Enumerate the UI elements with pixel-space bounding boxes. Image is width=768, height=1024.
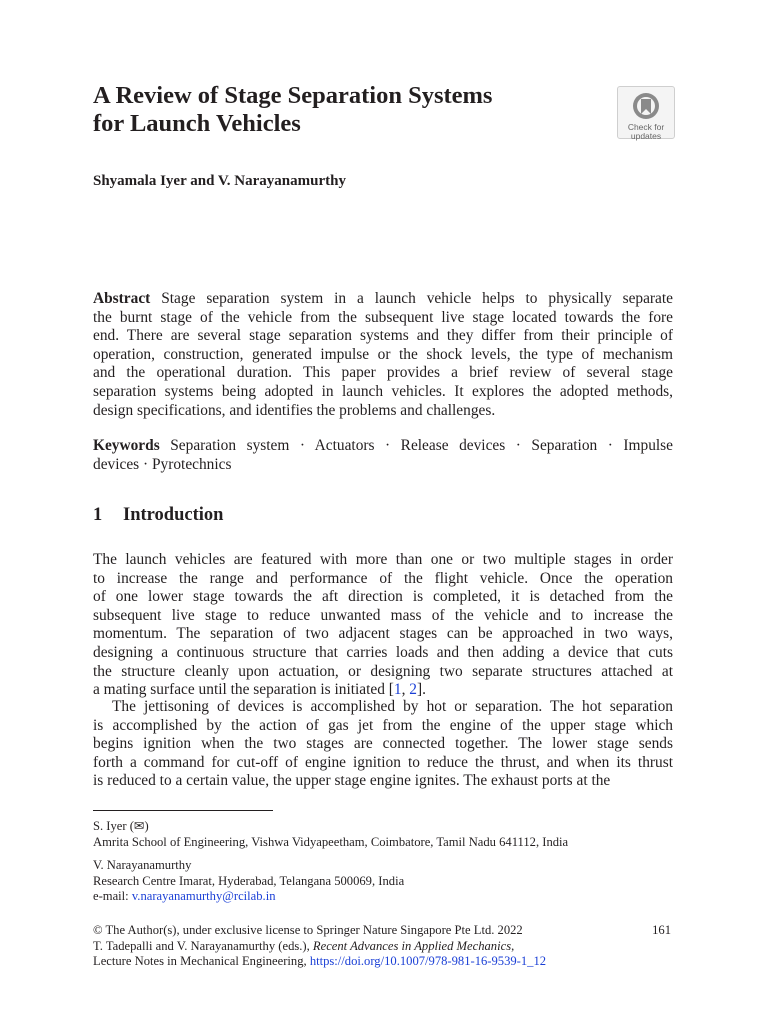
text: and the operational duration. This paper provides a brief review of several stage (93, 364, 673, 382)
text-line (93, 698, 673, 717)
check-for-updates-icon (631, 91, 661, 121)
text: to increase the range and performance of the flight vehicle. Once the operation (93, 569, 673, 587)
text-line (93, 607, 673, 626)
paper-title (93, 82, 492, 138)
intro-paragraph-2 (93, 698, 673, 791)
text-line (93, 437, 673, 456)
text-line (93, 889, 673, 905)
text-line (93, 570, 673, 589)
text: V. Narayanamurthy (93, 858, 192, 872)
text: , (401, 681, 410, 699)
abstract (93, 290, 673, 420)
text: is accomplished by the action of gas jet from the engine of the upper stage which (93, 716, 673, 734)
badge-text: Check for (627, 122, 665, 132)
text: subsequent live stage to reduce unwanted mass of the vehicle and to increase the (93, 606, 673, 624)
text-line (93, 327, 673, 346)
text: end. There are several stage separation systems and they differ from their principle of (93, 327, 673, 345)
link[interactable]: 2 (409, 681, 417, 699)
text: Recent Advances in Applied Mechanics (312, 938, 512, 953)
section-title: Introduction (123, 505, 224, 525)
keywords (93, 437, 673, 474)
section-number: 1 (93, 505, 103, 525)
text-line (93, 456, 673, 475)
text: T. Tadepalli and V. Narayanamurthy (eds.), (93, 938, 313, 953)
text: of one lower stage towards the aft direction is completed, it is detached from the (93, 588, 673, 606)
text-line (93, 383, 673, 402)
text-line (93, 772, 673, 791)
section-heading (93, 505, 223, 526)
text: momentum. The separation of two adjacent stages can be approached in two ways, (93, 625, 673, 643)
text-line (93, 346, 673, 365)
text: devices · Pyrotechnics (93, 455, 232, 473)
link[interactable]: 1 (393, 681, 402, 699)
text: begins ignition when the two stages are connected together. The lower stage sends (93, 735, 673, 753)
footnote-copyright (93, 923, 673, 970)
text: Lecture Notes in Mechanical Engineering, (93, 954, 310, 969)
text-line (93, 663, 673, 682)
page-number: 161 (652, 923, 671, 937)
text-line (93, 874, 673, 890)
link[interactable]: https://doi.org/10.1007/978-981-16-9539-1_12 (309, 954, 547, 969)
text-line (93, 735, 673, 754)
text-line (93, 551, 673, 570)
text: designing a continuous structure that carries loads and then adding a device that cuts (93, 643, 673, 661)
text: Amrita School of Engineering, Vishwa Vidyapeetham, Coimbatore, Tamil Nadu 641112, India (93, 834, 569, 849)
intro-paragraph-1 (93, 551, 673, 700)
text: Separation system · Actuators · Release devices · Separation · Impulse (159, 437, 673, 454)
text: the burnt stage of the vehicle from the subsequent live stage located towards the fore (93, 308, 673, 326)
title-line: A Review of Stage Separation Systems (93, 82, 493, 109)
text-line (93, 954, 673, 970)
text-line (93, 835, 673, 851)
text-line (93, 625, 673, 644)
label: Abstract (93, 290, 151, 307)
title-line: for Launch Vehicles (93, 110, 301, 137)
text: operation, construction, generated impulse or the shock levels, the type of mechanism (93, 345, 673, 363)
text-line (93, 717, 673, 736)
text-line (93, 290, 673, 309)
footnote-author-1 (93, 819, 673, 850)
text: forth a command for cut-off of engine ignition to reduce the thrust, and when its thrust (93, 753, 673, 771)
text: is reduced to a certain value, the upper stage engine ignites. The exhaust ports at the (93, 772, 611, 790)
text-line (93, 939, 673, 955)
check-for-updates-badge[interactable] (617, 86, 675, 139)
footnote-divider (93, 810, 273, 811)
text-line (93, 754, 673, 773)
link[interactable]: v.narayanamurthy@rcilab.in (131, 889, 276, 904)
author-list: Shyamala Iyer and V. Narayanamurthy (93, 173, 346, 189)
text: a mating surface until the separation is initiated [ (93, 681, 394, 699)
text-line (93, 644, 673, 663)
text-line (93, 858, 673, 874)
text: design specifications, and identifies the problems and challenges. (93, 401, 496, 419)
text: © The Author(s), under exclusive license to Springer Nature Singapore Pte Ltd. 2022 (93, 923, 523, 937)
text: e-mail: (93, 889, 132, 904)
text-line (93, 923, 673, 939)
text: The jettisoning of devices is accomplished by hot or separation. The hot separation (112, 698, 673, 715)
text: ]. (417, 681, 426, 699)
text-line (93, 588, 673, 607)
text: S. Iyer (✉) (93, 819, 149, 833)
text: Stage separation system in a launch vehicle helps to physically separate (150, 290, 673, 307)
footnote-author-2 (93, 858, 673, 905)
text: separation systems being adopted in launch vehicles. It explores the adopted methods, (93, 382, 673, 400)
text: The launch vehicles are featured with more than one or two multiple stages in order (93, 551, 673, 568)
text: the structure cleanly upon actuation, or designing two separate structures attached at (93, 662, 673, 680)
text-line (93, 681, 673, 700)
text-line (93, 364, 673, 383)
text-line (93, 309, 673, 328)
text: , (511, 938, 515, 953)
badge-text: updates (630, 131, 662, 141)
text-line (93, 819, 673, 835)
label: Keywords (93, 437, 160, 454)
text: Research Centre Imarat, Hyderabad, Telangana 500069, India (93, 873, 405, 888)
text-line (93, 402, 673, 421)
